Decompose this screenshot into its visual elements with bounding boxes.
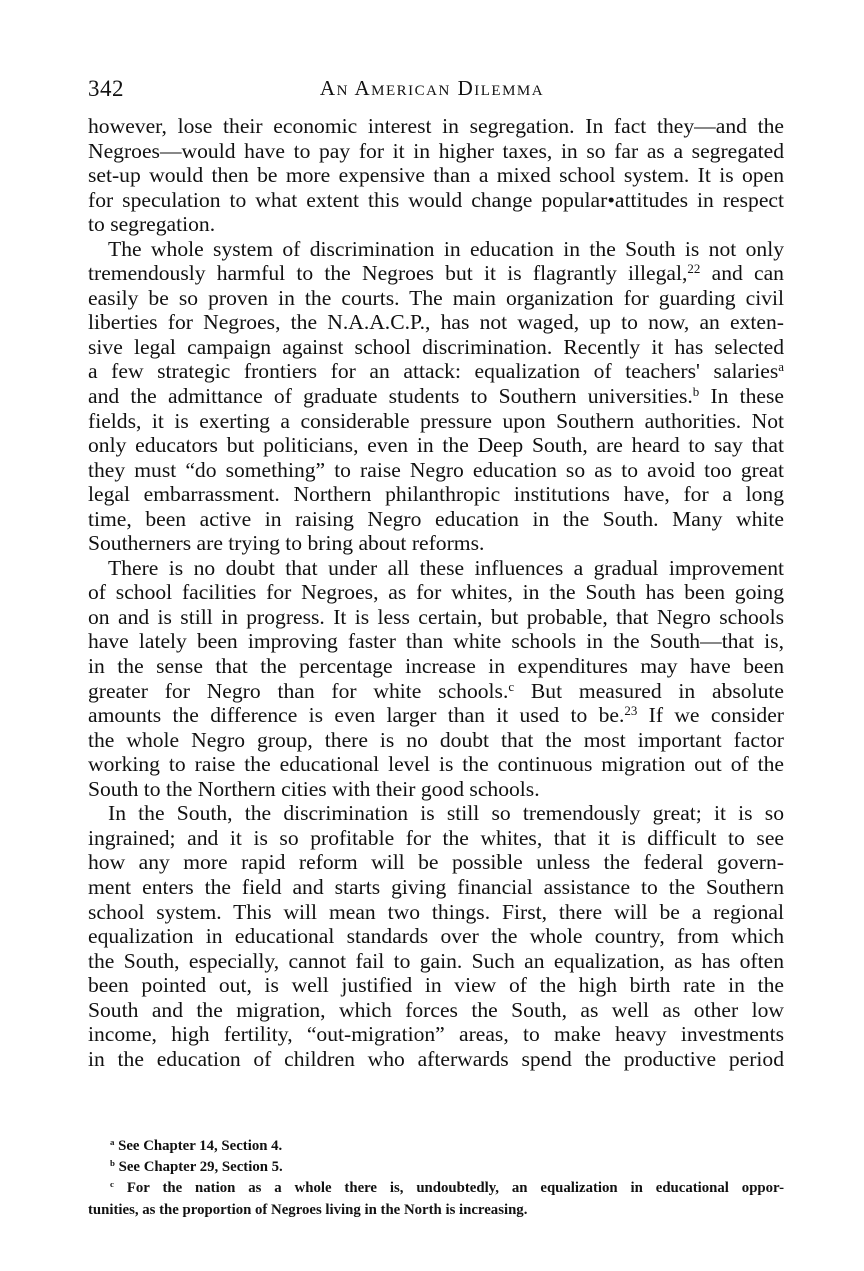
footnote-marker: b	[110, 1158, 115, 1169]
paragraph-start-line: There is no doubt that under all these influences a gradual improvement	[108, 555, 784, 580]
text-line: to segregation.	[88, 212, 216, 237]
text-line: been pointed out, is well justified in view of the high birth rate in the	[88, 973, 784, 998]
text-line: however, lose their economic interest in segregation. In fact they—and the	[88, 114, 784, 138]
text-line: for speculation to what extent this would change popular•attitudes in respect	[88, 187, 784, 212]
text-line: the whole Negro group, there is no doubt that the most important factor	[88, 727, 784, 752]
text-line: only educators but politicians, even in the Deep South, are heard to say that	[88, 433, 784, 458]
text-line: South to the Northern cities with their good schools.	[88, 776, 540, 801]
footnote-marker: a	[778, 359, 784, 375]
text-line: on and is still in progress. It is less certain, but probable, that Negro schools	[88, 604, 784, 629]
page-header	[88, 76, 776, 110]
text-line: a few strategic frontiers for an attack: equalization of teachers' salaries$^a$	[88, 359, 784, 384]
endnote-marker: 23	[624, 703, 638, 718]
paragraph-start-line: In the South, the discrimination is still so tremendously great; it is so	[108, 801, 784, 826]
text-line: liberties for Negroes, the N.A.A.C.P., has not waged, up to now, an exten-	[88, 310, 784, 335]
text-line: equalization in educational standards over the whole country, from which	[88, 924, 784, 949]
footnote-marker: c	[508, 678, 515, 694]
footnotes	[88, 1136, 784, 1221]
text-line: in the education of children who afterwards spend the productive period	[88, 1046, 784, 1071]
footnote-marker: c	[110, 1179, 114, 1190]
text-line: Negroes—would have to pay for it in higher taxes, in so far as a segregated	[88, 138, 784, 163]
text-line: amounts the difference is even larger than it used to be.$^{23}$ If we consider	[88, 703, 784, 728]
text-line: working to raise the educational level is the continuous migration out of the	[88, 752, 784, 777]
text-line: ment enters the field and starts giving financial assistance to the Southern	[88, 874, 784, 899]
paragraph-start-line: The whole system of discrimination in education in the South is not only	[108, 236, 784, 261]
text-line: the South, especially, cannot fail to gain. Such an equalization, as has often	[88, 948, 784, 973]
text-line: and the admittance of graduate students to Southern universities.$^b$ In these	[88, 383, 784, 409]
footnote-marker: b	[692, 383, 700, 399]
text-line: Southerners are trying to bring about reforms.	[88, 531, 485, 556]
footnote-continuation: tunities, as the proportion of Negroes living in the North is increasing.	[88, 1201, 528, 1218]
text-line: income, high fertility, “out-migration” areas, to make heavy investments	[88, 1022, 784, 1047]
footnote: $^a$ See Chapter 14, Section 4.	[110, 1137, 283, 1154]
text-line: legal embarrassment. Northern philanthropic institutions have, for a long	[88, 482, 784, 507]
footnote-marker: a	[110, 1137, 115, 1148]
text-line: fields, it is exerting a considerable pressure upon Southern authorities. Not	[88, 408, 784, 433]
text-line: South and the migration, which forces the South, as well as other low	[88, 997, 784, 1022]
text-line: of school facilities for Negroes, as for whites, in the South has been going	[88, 580, 784, 605]
text-line: greater for Negro than for white schools.$^c$ But measured in absolute	[88, 678, 784, 703]
running-head: An American Dilemma	[319, 76, 545, 100]
text-line: in the sense that the percentage increase in expenditures may have been	[88, 654, 784, 679]
endnote-marker: 22	[687, 261, 701, 277]
page-number: 342	[88, 76, 124, 101]
text-line: school system. This will mean two things. First, there will be a regional	[88, 899, 784, 924]
footnote: $^b$ See Chapter 29, Section 5.	[110, 1158, 283, 1176]
text-line: sive legal campaign against school discrimination. Recently it has selected	[88, 334, 784, 359]
body-text	[88, 114, 784, 1071]
text-line: how any more rapid reform will be possible unless the federal govern-	[88, 850, 784, 875]
footnote: $^c$ For the nation as a whole there is, undoubtedly, an equalization in educational oppor-	[110, 1179, 784, 1197]
text-line: set-up would then be more expensive than a mixed school system. It is open	[88, 163, 784, 188]
text-line: easily be so proven in the courts. The main organization for guarding civil	[88, 285, 784, 310]
text-line: tremendously harmful to the Negroes but it is flagrantly illegal,$^{22}$ and can	[88, 261, 784, 286]
text-line: they must “do something” to raise Negro education so as to avoid too great	[88, 457, 784, 482]
text-line: have lately been improving faster than white schools in the South—that is,	[88, 629, 784, 654]
text-line: time, been active in raising Negro education in the South. Many white	[88, 506, 784, 531]
text-line: ingrained; and it is so profitable for the whites, that it is difficult to see	[88, 825, 784, 850]
